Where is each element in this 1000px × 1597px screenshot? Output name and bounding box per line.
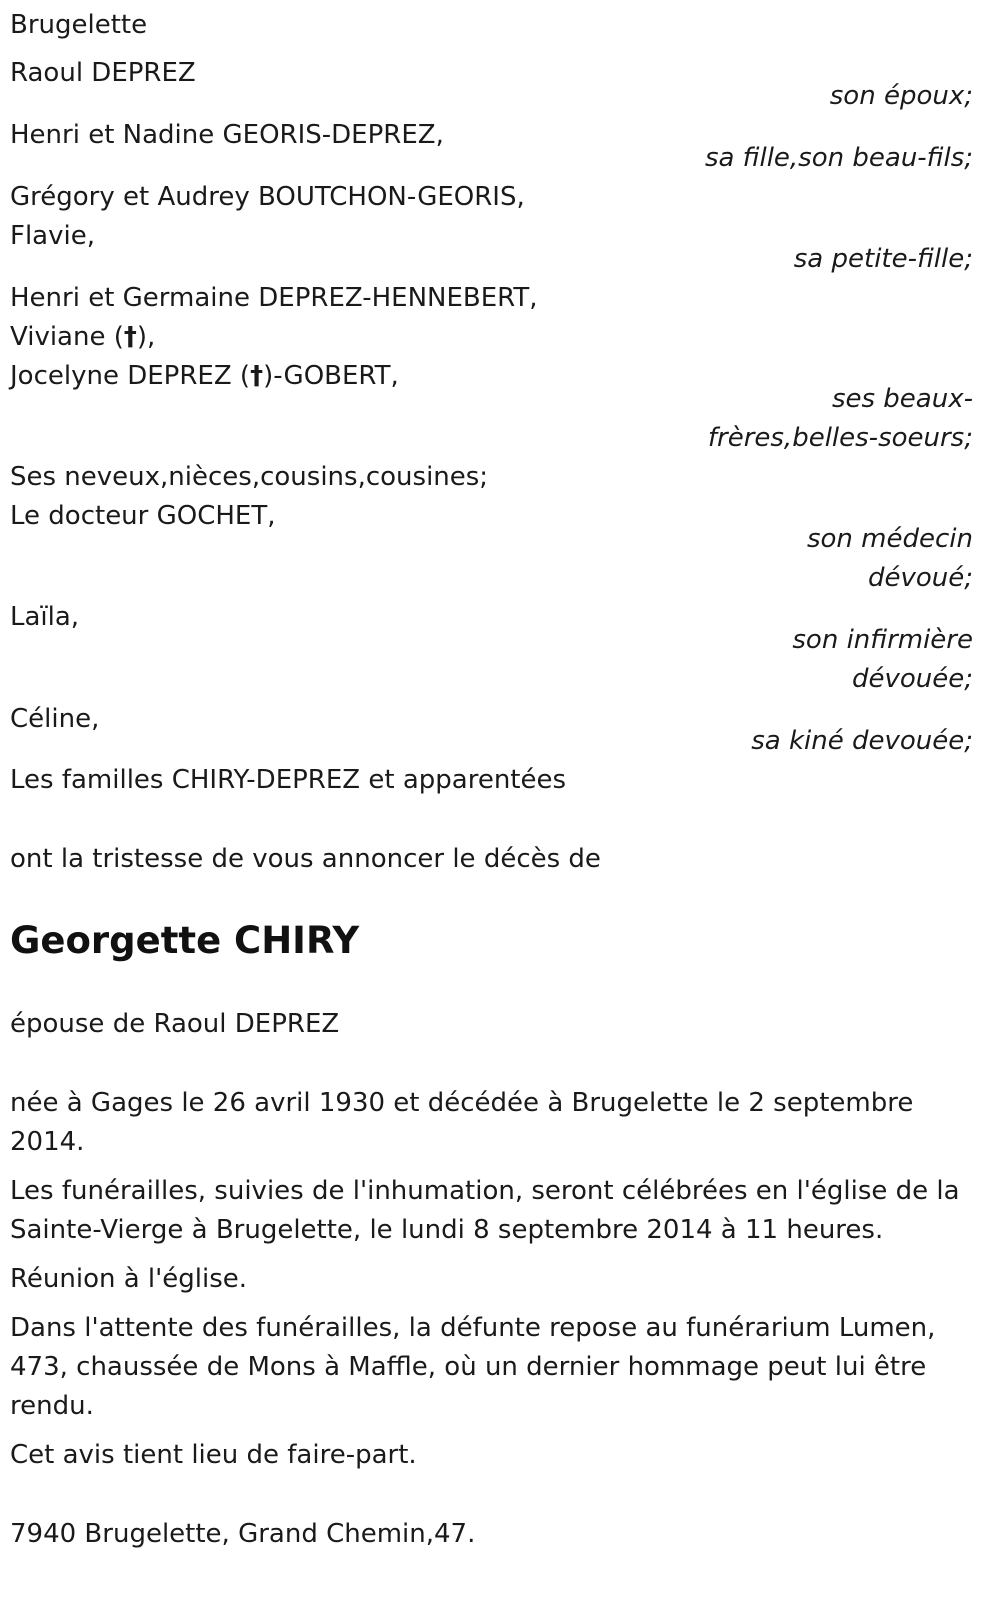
nurse-name: Laïla, (10, 602, 80, 632)
cross-icon: † (123, 322, 137, 352)
rest-line-3: rendu. (10, 1391, 94, 1421)
announcement-line: ont la tristesse de vous annoncer le décès de (10, 844, 601, 874)
daughter-name: Henri et Nadine GEORIS-DEPREZ, (10, 120, 444, 150)
birth-death-line-1: née à Gages le 26 avril 1930 et décédée à Brugelette le 2 septembre (10, 1088, 914, 1118)
relatives-line: Ses neveux,nièces,cousins,cousines; (10, 462, 489, 492)
funeral-line-1: Les funérailles, suivies de l'inhumation, seront célébrées en l'église de la (10, 1176, 960, 1206)
birth-death-line-2: 2014. (10, 1127, 85, 1157)
doctor-relation-line1: son médecin (806, 524, 973, 554)
granddaughter-name: Flavie, (10, 221, 95, 251)
in-laws-couple: Henri et Germaine DEPREZ-HENNEBERT, (10, 283, 538, 313)
granddaughter-parents: Grégory et Audrey BOUTCHON-GEORIS, (10, 182, 525, 212)
notice-line: Cet avis tient lieu de faire-part. (10, 1440, 417, 1470)
doctor-relation-line2: dévoué; (867, 563, 973, 593)
in-law-viviane: Viviane (†), (10, 322, 156, 352)
families-line: Les familles CHIRY-DEPREZ et apparentées (10, 765, 567, 795)
address-line: 7940 Brugelette, Grand Chemin,47. (10, 1519, 476, 1549)
meeting-line: Réunion à l'église. (10, 1264, 248, 1294)
rest-line-1: Dans l'attente des funérailles, la défunte repose au funérarium Lumen, (10, 1313, 936, 1343)
spouse-name: Raoul DEPREZ (10, 58, 196, 88)
deceased-spouse-line: épouse de Raoul DEPREZ (10, 1009, 340, 1039)
in-laws-relation-line2: frères,belles-soeurs; (707, 423, 973, 453)
nurse-relation-line1: son infirmière (792, 625, 973, 655)
doctor-name: Le docteur GOCHET, (10, 501, 276, 531)
in-law-jocelyne: Jocelyne DEPREZ (†)-GOBERT, (10, 361, 399, 391)
nurse-relation-line2: dévouée; (851, 664, 973, 694)
deceased-name: Georgette CHIRY (10, 919, 360, 962)
physio-relation: sa kiné devouée; (751, 726, 973, 756)
physio-name: Céline, (10, 704, 100, 734)
location-line: Brugelette (10, 10, 148, 40)
spouse-relation: son époux; (829, 81, 973, 111)
rest-line-2: 473, chaussée de Mons à Maffle, où un dernier hommage peut lui être (10, 1352, 927, 1382)
daughter-relation: sa fille,son beau-fils; (704, 143, 973, 173)
in-laws-relation-line1: ses beaux- (831, 384, 973, 414)
granddaughter-relation: sa petite-fille; (793, 244, 973, 274)
cross-icon: † (250, 361, 264, 391)
funeral-line-2: Sainte-Vierge à Brugelette, le lundi 8 septembre 2014 à 11 heures. (10, 1215, 884, 1245)
